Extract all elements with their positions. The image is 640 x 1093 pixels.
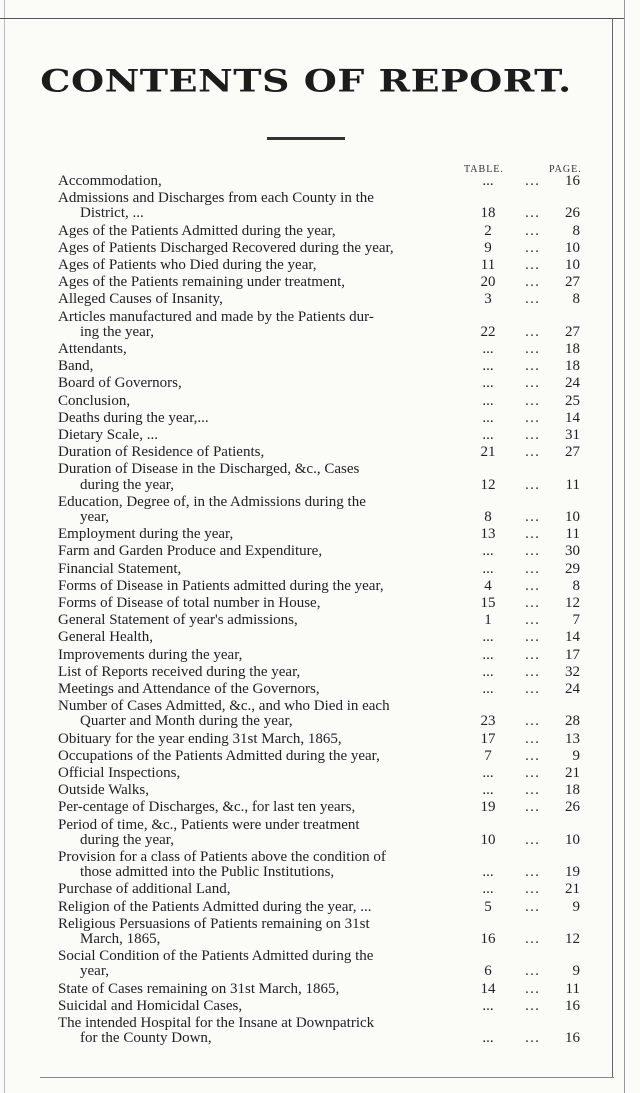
dot-leader: … (524, 291, 542, 308)
contents-entry (58, 174, 628, 189)
page-number: 8 (572, 577, 580, 594)
entry-title: Forms of Disease in Patients admitted during the year, (58, 577, 384, 594)
page-number: 24 (565, 375, 580, 392)
dot-leader: … (524, 375, 542, 392)
page-number: 11 (565, 526, 580, 543)
table-number: ... (482, 560, 494, 577)
contents-entry (58, 241, 628, 256)
entry-title: Band, (58, 358, 94, 375)
dot-leader: … (524, 543, 542, 560)
page-number: 21 (565, 765, 580, 781)
contents-entry (58, 1016, 628, 1046)
dot-leader: … (524, 629, 542, 646)
table-number: ... (482, 782, 494, 799)
page-number: 11 (565, 980, 580, 997)
contents-entry (58, 376, 628, 391)
table-number: 22 (480, 323, 496, 340)
table-number: 20 (480, 274, 496, 291)
dot-leader: … (524, 963, 542, 980)
contents-entry (58, 648, 628, 663)
table-number: ... (482, 358, 494, 375)
contents-entry (58, 428, 628, 443)
dot-leader: … (524, 358, 542, 375)
table-number: ... (482, 629, 494, 646)
page-number: 19 (565, 864, 580, 881)
entry-title-continued: year, (80, 508, 109, 525)
page-edge-left (4, 0, 5, 1093)
dot-leader: … (524, 257, 542, 273)
column-header-table: TABLE. (464, 164, 504, 175)
page-number: 9 (572, 747, 580, 764)
contents-entry (58, 527, 628, 542)
contents-entry (58, 292, 628, 307)
page-number: 11 (565, 476, 580, 493)
table-number: ... (482, 409, 494, 426)
table-number: ... (482, 765, 494, 781)
contents-entry (58, 544, 628, 559)
entry-title-continued: March, 1865, (80, 930, 161, 947)
entry-title: Financial Statement, (58, 560, 182, 577)
dot-leader: … (524, 930, 542, 947)
entry-title: Improvements during the year, (58, 646, 243, 663)
table-number: ... (482, 341, 494, 357)
table-number: 7 (484, 747, 492, 764)
page-number: 16 (565, 997, 580, 1014)
table-number: 2 (484, 222, 492, 239)
entry-title-continued: Quarter and Month during the year, (80, 713, 293, 730)
entry-title: Suicidal and Homicidal Cases, (58, 997, 243, 1014)
entry-title: Outside Walks, (58, 782, 150, 799)
page-number: 7 (572, 612, 580, 629)
table-number: 9 (484, 239, 492, 256)
dot-leader: … (524, 663, 542, 680)
table-number: ... (482, 173, 494, 189)
entry-title: Accommodation, (58, 173, 162, 189)
page-number: 27 (565, 444, 580, 461)
page-border-bottom (40, 1077, 614, 1078)
dot-leader: … (524, 681, 542, 697)
table-number: ... (482, 997, 494, 1014)
page-number: 13 (565, 730, 580, 747)
contents-entry (58, 495, 628, 525)
contents-entry (58, 359, 628, 374)
table-number: 23 (480, 713, 496, 730)
table-number: 13 (480, 526, 496, 543)
page-number: 31 (565, 427, 580, 443)
table-number: 10 (480, 831, 496, 848)
entry-title: Forms of Disease of total number in House, (58, 595, 321, 611)
page-number: 18 (565, 782, 580, 799)
table-number: 6 (484, 963, 492, 980)
title-rule (267, 137, 345, 140)
page-number: 12 (565, 595, 580, 611)
table-number: 12 (480, 476, 496, 493)
table-number: 14 (480, 980, 496, 997)
table-number: 5 (484, 898, 492, 915)
entry-title: The intended Hospital for the Insane at Downpatrick (58, 1015, 375, 1031)
dot-leader: … (524, 560, 542, 577)
page-number: 26 (565, 799, 580, 816)
contents-entry (58, 258, 628, 273)
contents-entry (58, 732, 628, 747)
contents-entry (58, 999, 628, 1014)
entry-title: General Statement of year's admissions, (58, 612, 298, 629)
table-number: ... (482, 1030, 494, 1047)
contents-entry (58, 699, 628, 729)
dot-leader: … (524, 526, 542, 543)
entry-title: Obituary for the year ending 31st March, 1865, (58, 730, 342, 747)
page-number: 8 (572, 291, 580, 308)
page-number: 14 (565, 629, 580, 646)
contents-entry (58, 783, 628, 798)
dot-leader: … (524, 173, 542, 189)
entry-title: Number of Cases Admitted, &c., and who Died in each (58, 698, 390, 715)
page-number: 9 (572, 898, 580, 915)
table-number: 8 (484, 508, 492, 525)
page-number: 17 (565, 646, 580, 663)
contents-entry (58, 224, 628, 239)
entry-title: Duration of Residence of Patients, (58, 444, 265, 461)
page-number: 16 (565, 173, 580, 189)
page-number: 25 (565, 392, 580, 409)
entry-title: Ages of Patients who Died during the year, (58, 257, 317, 273)
dot-leader: … (524, 747, 542, 764)
dot-leader: … (524, 782, 542, 799)
contents-entry (58, 191, 628, 221)
dot-leader: … (524, 713, 542, 730)
entry-title: Employment during the year, (58, 526, 234, 543)
entry-title-continued: District, ... (80, 205, 144, 222)
entry-title: Attendants, (58, 341, 127, 357)
table-number: ... (482, 681, 494, 697)
page-number: 10 (565, 239, 580, 256)
table-number: 21 (480, 444, 496, 461)
table-number: 1 (484, 612, 492, 629)
contents-entry (58, 949, 628, 979)
dot-leader: … (524, 409, 542, 426)
dot-leader: … (524, 799, 542, 816)
entry-title: Farm and Garden Produce and Expenditure, (58, 543, 323, 560)
contents-entry (58, 800, 628, 815)
table-number: ... (482, 392, 494, 409)
dot-leader: … (524, 274, 542, 291)
entry-title: Meetings and Attendance of the Governors, (58, 681, 320, 697)
contents-entry (58, 579, 628, 594)
entry-title: Ages of the Patients Admitted during the year, (58, 222, 336, 239)
dot-leader: … (524, 323, 542, 340)
table-number: ... (482, 427, 494, 443)
page-number: 16 (565, 1030, 580, 1047)
entry-title: List of Reports received during the year, (58, 663, 301, 680)
dot-leader: … (524, 864, 542, 881)
table-number: ... (482, 864, 494, 881)
contents-entry (58, 630, 628, 645)
dot-leader: … (524, 341, 542, 357)
entry-title: State of Cases remaining on 31st March, 1865, (58, 980, 340, 997)
table-number: 17 (480, 730, 496, 747)
table-number: 3 (484, 291, 492, 308)
table-number: 18 (480, 205, 496, 222)
dot-leader: … (524, 898, 542, 915)
contents-entry (58, 882, 628, 897)
dot-leader: … (524, 730, 542, 747)
dot-leader: … (524, 222, 542, 239)
contents-entry (58, 411, 628, 426)
entry-title-continued: during the year, (80, 476, 174, 493)
contents-entry (58, 275, 628, 290)
page-number: 8 (572, 222, 580, 239)
page-number: 24 (565, 681, 580, 697)
page-number: 32 (565, 663, 580, 680)
contents-entry (58, 596, 628, 611)
dot-leader: … (524, 205, 542, 222)
contents-entry (58, 982, 628, 997)
page-number: 10 (565, 257, 580, 273)
dot-leader: … (524, 427, 542, 443)
page-number: 18 (565, 341, 580, 357)
contents-entry (58, 682, 628, 697)
page-number: 12 (565, 930, 580, 947)
table-number: ... (482, 881, 494, 898)
entry-title: Period of time, &c., Patients were under treatment (58, 816, 360, 833)
contents-entry (58, 917, 628, 947)
page-number: 10 (565, 831, 580, 848)
entry-title: Board of Governors, (58, 375, 182, 392)
contents-entry (58, 850, 628, 880)
table-number: 16 (480, 930, 496, 947)
entry-title: Alleged Causes of Insanity, (58, 291, 223, 308)
column-header-page: PAGE. (549, 164, 582, 175)
dot-leader: … (524, 646, 542, 663)
contents-entry (58, 749, 628, 764)
entry-title: Dietary Scale, ... (58, 427, 158, 443)
contents-entry (58, 613, 628, 628)
page-number: 10 (565, 508, 580, 525)
page-number: 9 (572, 963, 580, 980)
page-number: 27 (565, 323, 580, 340)
page-number: 26 (565, 205, 580, 222)
dot-leader: … (524, 980, 542, 997)
entry-title-continued: those admitted into the Public Institutions, (80, 864, 335, 881)
dot-leader: … (524, 239, 542, 256)
contents-entry (58, 818, 628, 848)
entry-title: Occupations of the Patients Admitted during the year, (58, 747, 380, 764)
dot-leader: … (524, 997, 542, 1014)
entry-title: Conclusion, (58, 392, 131, 409)
entry-title: General Health, (58, 629, 153, 646)
entry-title-continued: ing the year, (80, 323, 154, 340)
table-number: ... (482, 375, 494, 392)
entry-title: Duration of Disease in the Discharged, &c., Cases (58, 461, 360, 478)
contents-entry (58, 665, 628, 680)
entry-title-continued: for the County Down, (80, 1030, 212, 1047)
entry-title: Religious Persuasions of Patients remaining on 31st (58, 915, 370, 932)
contents-entry (58, 900, 628, 915)
dot-leader: … (524, 1030, 542, 1047)
table-number: ... (482, 646, 494, 663)
table-number: 4 (484, 577, 492, 594)
entry-title: Ages of Patients Discharged Recovered during the year, (58, 239, 394, 256)
entry-title: Official Inspections, (58, 765, 181, 781)
table-number: 19 (480, 799, 496, 816)
table-number: 11 (480, 257, 496, 273)
dot-leader: … (524, 765, 542, 781)
page-number: 18 (565, 358, 580, 375)
table-number: 15 (480, 595, 496, 611)
page-number: 21 (565, 881, 580, 898)
entry-title: Provision for a class of Patients above the condition of (58, 849, 386, 865)
contents-entry (58, 342, 628, 357)
page-border-top (0, 18, 625, 19)
dot-leader: … (524, 508, 542, 525)
entry-title: Deaths during the year,... (58, 409, 209, 426)
contents-entry (58, 766, 628, 781)
contents-entry (58, 445, 628, 460)
entry-title-continued: during the year, (80, 831, 174, 848)
entry-title: Per-centage of Discharges, &c., for last ten years, (58, 799, 356, 816)
page-number: 28 (565, 713, 580, 730)
page-number: 30 (565, 543, 580, 560)
entry-title: Religion of the Patients Admitted during the year, ... (58, 898, 372, 915)
entry-title: Ages of the Patients remaining under treatment, (58, 274, 345, 291)
entry-title: Social Condition of the Patients Admitted during the (58, 948, 374, 965)
page-number: 27 (565, 274, 580, 291)
dot-leader: … (524, 831, 542, 848)
dot-leader: … (524, 577, 542, 594)
contents-entry (58, 562, 628, 577)
entry-title: Admissions and Discharges from each County in the (58, 190, 374, 207)
dot-leader: … (524, 612, 542, 629)
page-title: CONTENTS OF REPORT. (40, 62, 572, 99)
dot-leader: … (524, 595, 542, 611)
dot-leader: … (524, 476, 542, 493)
table-number: ... (482, 543, 494, 560)
entry-title-continued: year, (80, 963, 109, 980)
dot-leader: … (524, 881, 542, 898)
contents-entry (58, 394, 628, 409)
dot-leader: … (524, 392, 542, 409)
contents-entry (58, 462, 628, 492)
page-number: 14 (565, 409, 580, 426)
entry-title: Purchase of additional Land, (58, 881, 231, 898)
dot-leader: … (524, 444, 542, 461)
contents-entry (58, 310, 628, 340)
entry-title: Education, Degree of, in the Admissions during the (58, 493, 366, 510)
page-number: 29 (565, 560, 580, 577)
table-number: ... (482, 663, 494, 680)
entry-title: Articles manufactured and made by the Patients dur- (58, 308, 374, 325)
